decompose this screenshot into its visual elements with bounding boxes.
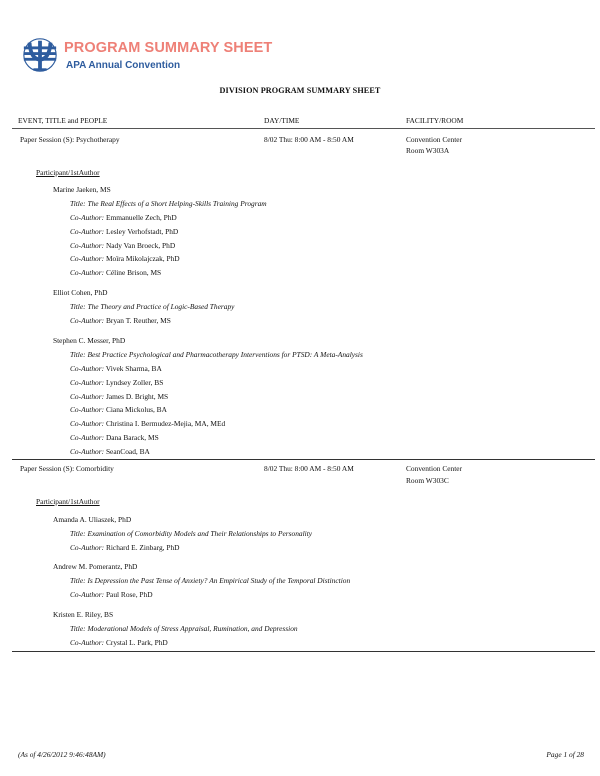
participant-name: Kristen E. Riley, BS [53, 610, 114, 619]
footer-timestamp: (As of 4/26/2012 9:46:48AM) [18, 750, 106, 759]
coauthor: Co-Author: Paul Rose, PhD [70, 590, 153, 599]
convention-subtitle: APA Annual Convention [66, 60, 181, 71]
column-header-datetime: DAY/TIME [264, 116, 300, 125]
participant-name: Elliot Cohen, PhD [53, 288, 108, 297]
coauthor: Co-Author: Nady Van Broeck, PhD [70, 241, 176, 250]
session-datetime: 8/02 Thu: 8:00 AM - 8:50 AM [264, 464, 354, 473]
paper-title: Title: Best Practice Psychological and Pharmacotherapy Interventions for PTSD: A Meta-Analysis [70, 350, 363, 359]
coauthor: Co-Author: Richard E. Zinbarg, PhD [70, 543, 180, 552]
coauthor: Co-Author: Vivek Sharma, BA [70, 364, 162, 373]
session-room: Room W303A [406, 146, 450, 155]
session-name: Paper Session (S): Comorbidity [20, 464, 114, 473]
program-summary-title: PROGRAM SUMMARY SHEET [64, 40, 273, 56]
coauthor: Co-Author: Moïra Mikolajczak, PhD [70, 254, 180, 263]
participant-name: Marine Jaeken, MS [53, 185, 111, 194]
coauthor: Co-Author: SeanCoad, BA [70, 447, 150, 456]
column-header-event: EVENT, TITLE and PEOPLE [18, 116, 108, 125]
session-name: Paper Session (S): Psychotherapy [20, 135, 120, 144]
coauthor: Co-Author: Céline Brison, MS [70, 268, 162, 277]
coauthor: Co-Author: Bryan T. Reuther, MS [70, 316, 171, 325]
participant-name: Andrew M. Pomerantz, PhD [53, 562, 138, 571]
session-datetime: 8/02 Thu: 8:00 AM - 8:50 AM [264, 135, 354, 144]
column-header-facility: FACILITY/ROOM [406, 116, 464, 125]
header-divider [12, 128, 595, 129]
session-divider [12, 651, 595, 652]
participant-heading: Participant/1stAuthor [36, 168, 100, 177]
paper-title: Title: The Real Effects of a Short Helping-Skills Training Program [70, 199, 267, 208]
coauthor: Co-Author: Ciana Mickolus, BA [70, 405, 167, 414]
coauthor: Co-Author: James D. Bright, MS [70, 392, 169, 401]
session-room: Room W303C [406, 476, 449, 485]
session-facility: Convention Center [406, 135, 463, 144]
apa-psi-logo-icon [21, 36, 59, 74]
coauthor: Co-Author: Christina I. Bermudez-Mejia, MA, MEd [70, 419, 226, 428]
session-facility: Convention Center [406, 464, 463, 473]
paper-title: Title: The Theory and Practice of Logic-Based Therapy [70, 302, 235, 311]
paper-title: Title: Moderational Models of Stress Appraisal, Rumination, and Depression [70, 624, 298, 633]
paper-title: Title: Is Depression the Past Tense of Anxiety? An Empirical Study of the Temporal Distinction [70, 576, 351, 585]
coauthor: Co-Author: Emmanuelle Zech, PhD [70, 213, 177, 222]
paper-title: Title: Examination of Comorbidity Models and Their Relationships to Personality [70, 529, 313, 538]
coauthor: Co-Author: Lyndsey Zoller, BS [70, 378, 164, 387]
footer-page-number: Page 1 of 28 [546, 750, 584, 759]
coauthor: Co-Author: Lesley Verhofstadt, PhD [70, 227, 179, 236]
coauthor: Co-Author: Dana Barack, MS [70, 433, 159, 442]
participant-name: Stephen C. Messer, PhD [53, 336, 126, 345]
session-divider [12, 459, 595, 460]
participant-heading: Participant/1stAuthor [36, 497, 100, 506]
participant-name: Amanda A. Uliaszek, PhD [53, 515, 132, 524]
document-title: DIVISION PROGRAM SUMMARY SHEET [219, 86, 381, 95]
coauthor: Co-Author: Crystal L. Park, PhD [70, 638, 168, 647]
